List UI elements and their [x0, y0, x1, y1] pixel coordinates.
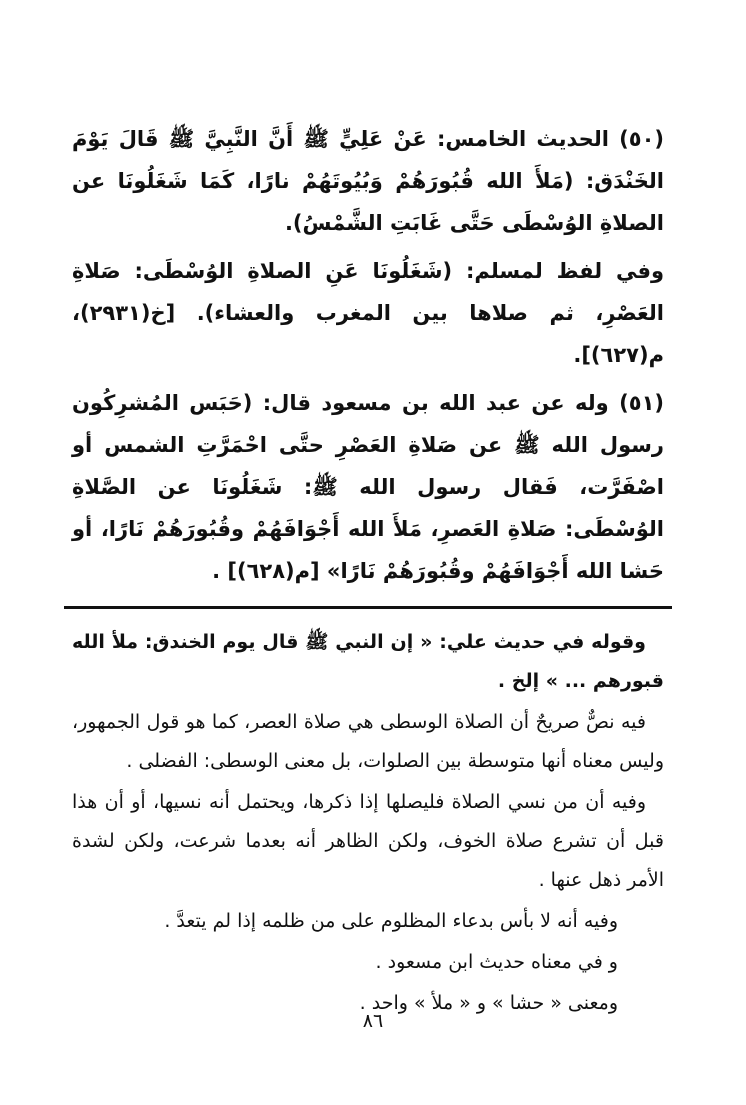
commentary-paragraph-3: وفيه أنه لا بأس بدعاء المظلوم على من ظلمه إذا لم يتعدَّ .	[164, 910, 618, 932]
hadith-section	[72, 118, 664, 592]
commentary-paragraph-5: ومعنى « حشا » و « ملأ » واحد .	[359, 992, 618, 1014]
commentary-paragraph-1: فيه نصٌّ صريحٌ أن الصلاة الوسطى هي صلاة العصر، كما هو قول الجمهور، وليس معناه أنها متوسطة بين الصلوات، بل معنى الوسطى: الفضلى .	[72, 711, 664, 772]
section-divider	[64, 606, 672, 609]
hadith-51-paragraph: (٥١) وله عن عبد الله بن مسعود قال: (حَبَس المُشرِكُون رسول الله ﷺ عن صَلاةِ العَصْرِ حتَّى احْمَرَّتِ الشمس أو اصْفَرَّت، فَقال رسول الله ﷺ: شَغَلُونَا عن الصَّلاةِ الوُسْطَى: صَلاةِ العَصرِ، مَلأَ الله أَجْوَافَهُمْ وقُبُورَهُمْ نَارًا، أو حَشا الله أَجْوَافَهُمْ وقُبُورَهُمْ نَارًا» [م(٦٢٨)] .	[72, 391, 664, 583]
commentary-quote-paragraph: وقوله في حديث علي: « إن النبي ﷺ قال يوم الخندق: ملأ الله قبورهم ... » إلخ .	[72, 631, 664, 692]
commentary-paragraph-2: وفيه أن من نسي الصلاة فليصلها إذا ذكرها، ويحتمل أنه نسيها، أو أن هذا قبل أن تشرع صلاة الخوف، ولكن الظاهر أنه بعدما شرعت، ولكن لشدة الأمر ذهل عنها .	[72, 791, 664, 891]
muslim-wording-paragraph: وفي لفظ لمسلم: (شَغَلُونَا عَنِ الصلاةِ الوُسْطَى: صَلاةِ العَصْرِ، ثم صلاها بين المغرب والعشاء). [خ(٢٩٣١)، م(٦٢٧)].	[72, 259, 664, 367]
commentary-paragraph-4: و في معناه حديث ابن مسعود .	[375, 951, 618, 973]
page-number: ٨٦	[362, 1010, 384, 1032]
hadith-50-paragraph: (٥٠) الحديث الخامس: عَنْ عَلِيٍّ ﷺ أَنَّ النَّبِيَّ ﷺ قَالَ يَوْمَ الخَنْدَق: (مَلأَ الله قُبُورَهُمْ وَبُيُوتَهُمْ نارًا، كَمَا شَغَلُونَا عن الصلاةِ الوُسْطَى حَتَّى غَابَتِ الشَّمْسُ).	[72, 127, 664, 235]
commentary-section	[72, 623, 664, 1023]
